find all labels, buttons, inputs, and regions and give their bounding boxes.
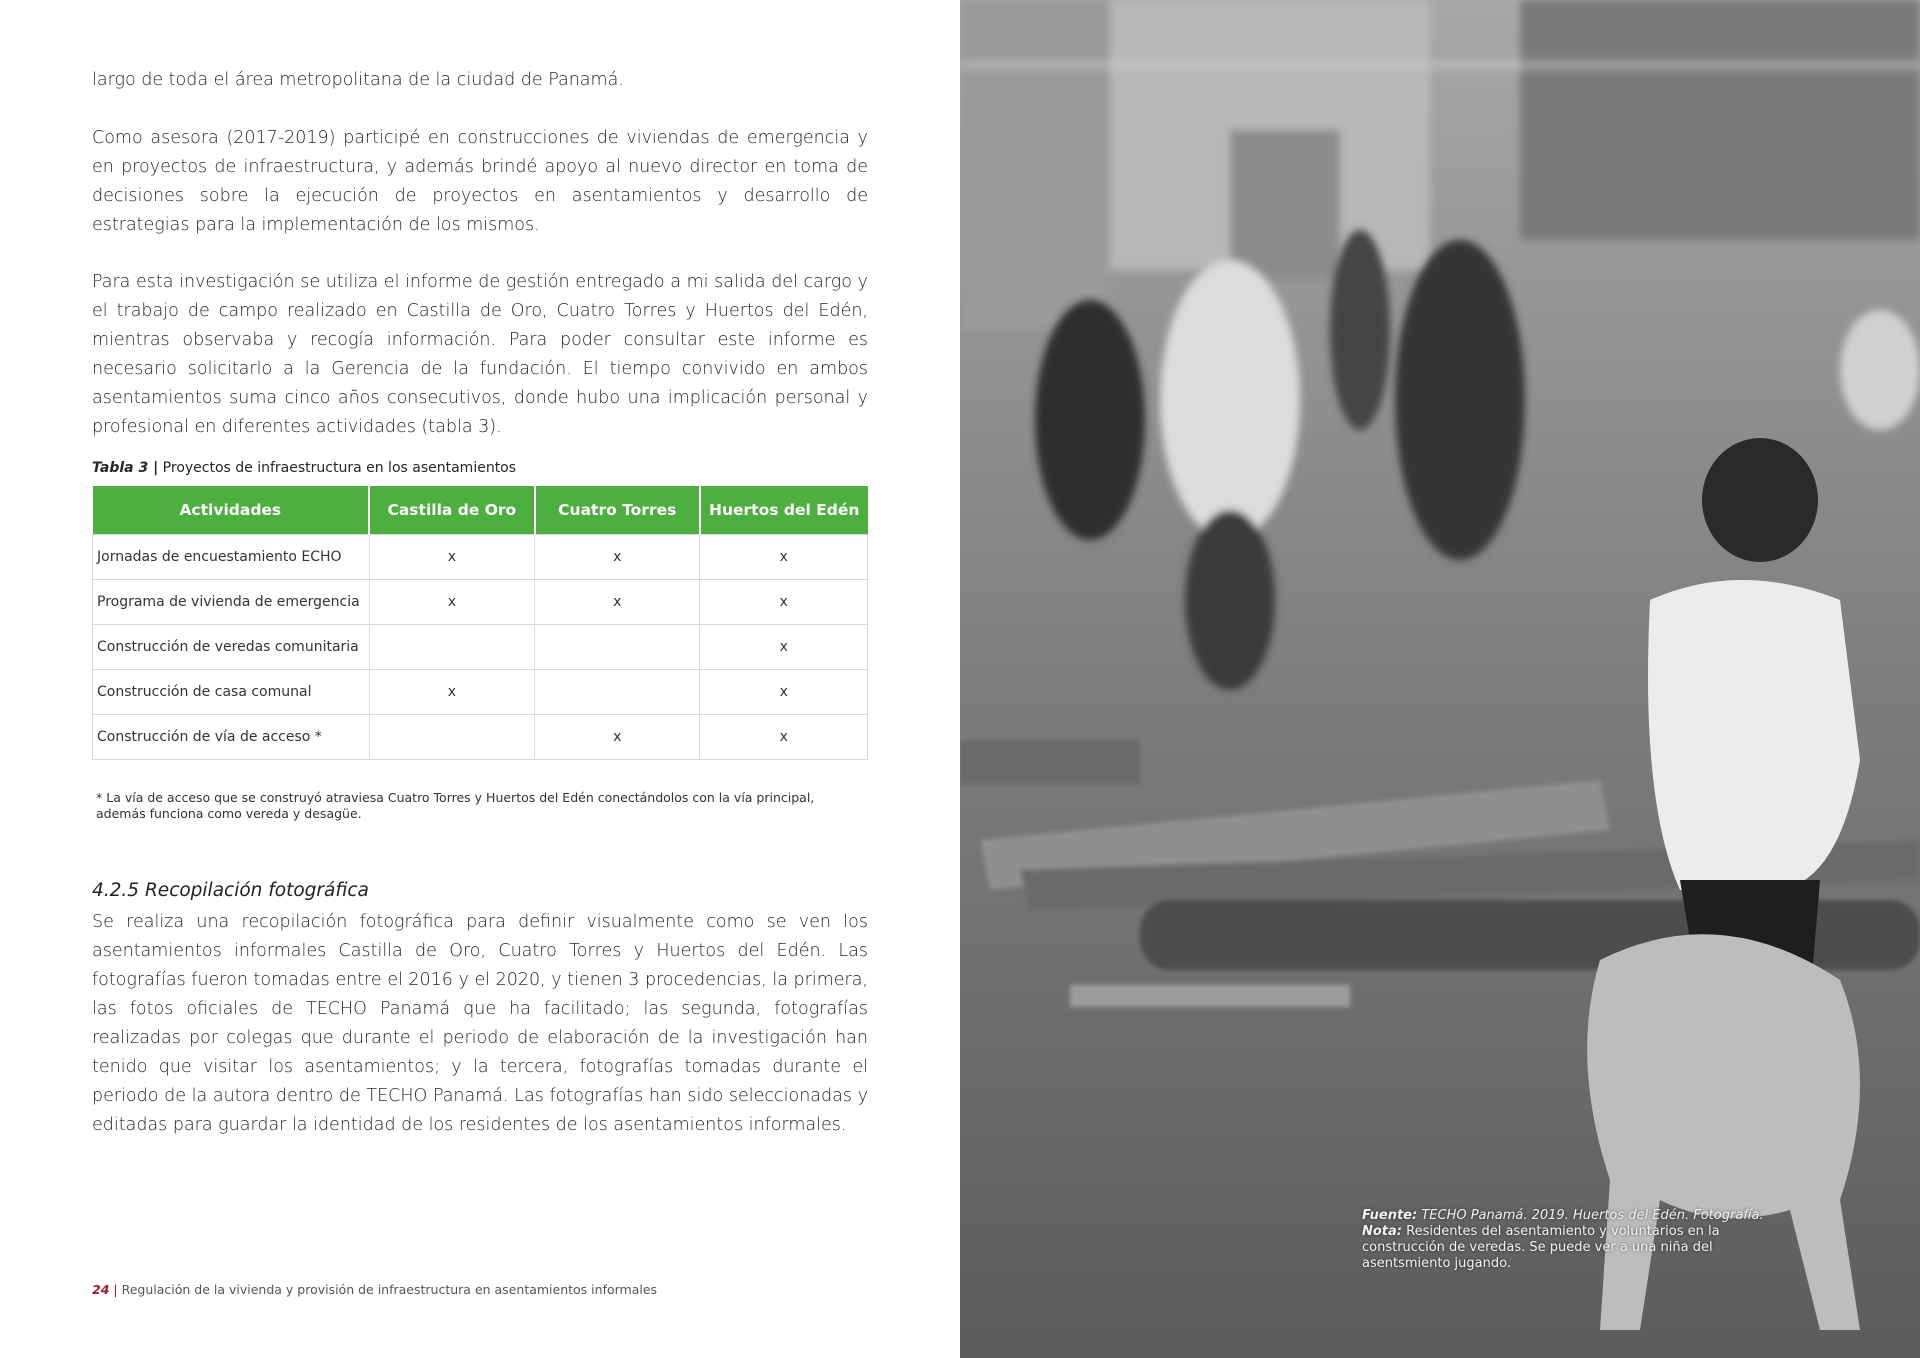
- header-cuatro-torres: Cuatro Torres: [535, 486, 700, 535]
- cell-mark: [369, 625, 534, 670]
- table-row: [93, 670, 868, 715]
- photo-caption: [1362, 1208, 1792, 1272]
- footer-separator: |: [109, 1282, 122, 1297]
- cell-mark: x: [700, 580, 868, 625]
- photo-note-label: Nota:: [1362, 1224, 1402, 1239]
- section-heading: 4.2.5 Recopilación fotográfica: [92, 880, 369, 901]
- table-row: [93, 535, 868, 580]
- table-caption-label: Tabla 3 |: [92, 460, 159, 476]
- table-header-row: [93, 486, 868, 535]
- cell-mark: x: [700, 625, 868, 670]
- cell-mark: x: [700, 670, 868, 715]
- running-title: Regulación de la vivienda y provisión de infraestructura en asentamientos informales: [121, 1282, 658, 1297]
- settlement-photo: [960, 0, 1920, 1358]
- row-activity: Construcción de casa comunal: [93, 670, 370, 715]
- table-caption: [92, 460, 516, 476]
- table-row: [93, 580, 868, 625]
- cell-mark: x: [535, 715, 700, 760]
- header-activities: Actividades: [93, 486, 370, 535]
- table-footnote: * La vía de acceso que se construyó atraviesa Cuatro Torres y Huertos del Edén conectándolos con la vía principal, además funciona como vereda y desagüe.: [96, 790, 815, 821]
- cell-mark: [535, 625, 700, 670]
- cell-mark: x: [369, 580, 534, 625]
- row-activity: Construcción de veredas comunitaria: [93, 625, 370, 670]
- header-castilla-de-oro: Castilla de Oro: [369, 486, 534, 535]
- paragraph-intro-end: largo de toda el área metropolitana de la ciudad de Panamá.: [92, 70, 624, 90]
- paragraph-photo-collection: Se realiza una recopilación fotográfica para definir visualmente como se ven los asentamientos informales Castilla de Oro, Cuatro Torres y Huertos del Edén. Las fotografías fueron tomadas entre el 2016 y el 2020, y tienen 3 procedencias, la primera, las fotos oficiales de TECHO Panamá que ha facilitado; las segunda, fotografías realizadas por colegas que durante el periodo de elaboración de la investigación han tenido que visitar los asentamientos; y la tercera, fotografías tomadas durante el periodo de la autora dentro de TECHO Panamá. Las fotografías han sido seleccionadas y editadas para guardar la identidad de los residentes de los asentamientos informales.: [92, 912, 868, 1135]
- page-number: 24: [92, 1282, 110, 1297]
- cell-mark: x: [535, 535, 700, 580]
- row-activity: Programa de vivienda de emergencia: [93, 580, 370, 625]
- table-caption-text: Proyectos de infraestructura en los asentamientos: [158, 460, 517, 476]
- cell-mark: x: [535, 580, 700, 625]
- cell-mark: x: [369, 535, 534, 580]
- photo-note-text: Residentes del asentamiento y voluntarios en la construcción de veredas. Se puede ver a una niña del asentsmiento jugando.: [1362, 1224, 1720, 1271]
- page-footer: [92, 1282, 657, 1297]
- paragraph-research-sources: Para esta investigación se utiliza el informe de gestión entregado a mi salida del cargo y el trabajo de campo realizado en Castilla de Oro, Cuatro Torres y Huertos del Edén, mientras observaba y recogía información. Para poder consultar este informe es necesario solicitarlo a la Gerencia de la fundación. El tiempo convivido en ambos asentamientos suma cinco años consecutivos, donde hubo una implicación personal y profesional en diferentes actividades (tabla 3).: [92, 272, 868, 437]
- infrastructure-table: [92, 486, 868, 760]
- cell-mark: x: [700, 535, 868, 580]
- cell-mark: x: [700, 715, 868, 760]
- header-huertos-del-eden: Huertos del Edén: [700, 486, 868, 535]
- cell-mark: [535, 670, 700, 715]
- row-activity: Construcción de vía de acceso *: [93, 715, 370, 760]
- table-row: [93, 715, 868, 760]
- photo-source-label: Fuente:: [1362, 1208, 1418, 1223]
- cell-mark: x: [369, 670, 534, 715]
- photo-source-text: TECHO Panamá. 2019. Huertos del Edén. Fotografía.: [1417, 1208, 1764, 1223]
- row-activity: Jornadas de encuestamiento ECHO: [93, 535, 370, 580]
- photo-page: [960, 0, 1920, 1358]
- paragraph-advisor-role: Como asesora (2017-2019) participé en construcciones de viviendas de emergencia y en proyectos de infraestructura, y además brindé apoyo al nuevo director en toma de decisiones sobre la ejecución de proyectos en asentamientos y desarrollo de estrategias para la implementación de los mismos.: [92, 128, 868, 235]
- table-row: [93, 625, 868, 670]
- cell-mark: [369, 715, 534, 760]
